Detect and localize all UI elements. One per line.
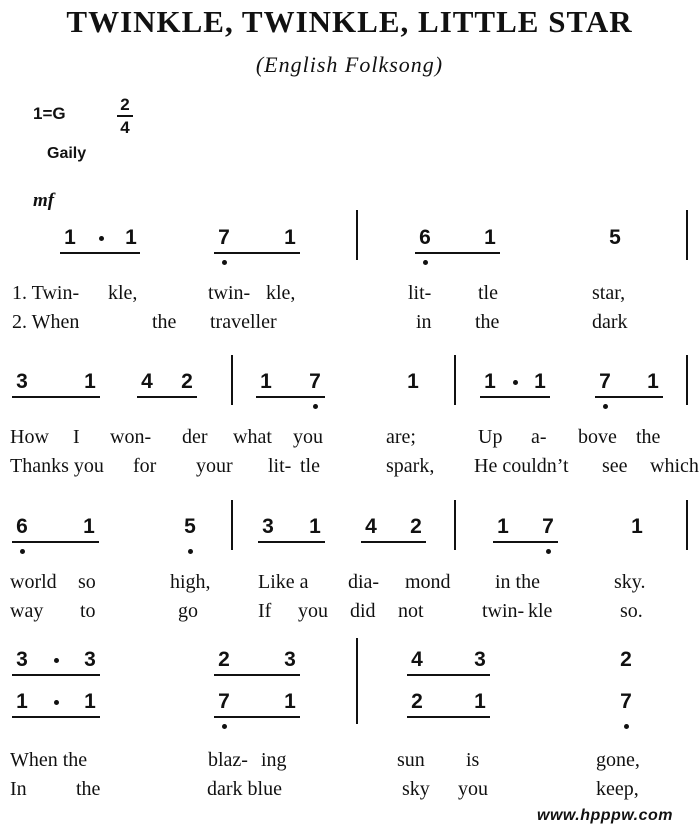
lyric-syllable: did (350, 600, 376, 622)
lyric-syllable: If (258, 600, 272, 622)
lyric-syllable: in the (495, 571, 540, 593)
note: 7 (620, 690, 632, 713)
lyric-syllable: which (650, 455, 699, 477)
lyric-syllable: blaz- (208, 749, 248, 771)
lyric-syllable: in (416, 311, 432, 333)
lyric-syllable: world (10, 571, 57, 593)
lyric-syllable: When the (10, 749, 88, 771)
lyric-syllable: the (152, 311, 177, 333)
lyric-syllable: sky. (614, 571, 646, 593)
lyric-syllable: what (233, 426, 272, 448)
lyric-syllable: dark (592, 311, 628, 333)
note: 1 (631, 515, 643, 538)
lyric-syllable: way (10, 600, 44, 622)
beam-underline (214, 252, 300, 254)
lyric-syllable: I (73, 426, 80, 448)
note: 2 (218, 648, 230, 671)
augmentation-dot (54, 658, 59, 663)
lyric-syllable: for (133, 455, 157, 477)
lyric-syllable: kle, (108, 282, 138, 304)
note: 7 (218, 226, 230, 249)
octave-down-dot (603, 404, 608, 409)
note: 1 (260, 370, 272, 393)
barline (454, 500, 456, 550)
lyric-syllable: dark blue (207, 778, 282, 800)
note: 1 (309, 515, 321, 538)
barline (231, 500, 233, 550)
barline (454, 355, 456, 405)
note: 1 (474, 690, 486, 713)
beam-underline (12, 716, 100, 718)
note: 7 (309, 370, 321, 393)
note: 1 (84, 690, 96, 713)
note: 6 (16, 515, 28, 538)
octave-down-dot (313, 404, 318, 409)
beam-underline (480, 396, 550, 398)
lyric-syllable: Like a (258, 571, 309, 593)
lyric-syllable: so. (620, 600, 643, 622)
note: 2 (411, 690, 423, 713)
note: 7 (542, 515, 554, 538)
lyric-syllable: the (636, 426, 661, 448)
beam-underline (256, 396, 325, 398)
lyric-syllable: is (466, 749, 480, 771)
note: 7 (218, 690, 230, 713)
lyric-syllable: traveller (210, 311, 277, 333)
barline (686, 500, 688, 550)
note: 1 (64, 226, 76, 249)
lyric-syllable: see (602, 455, 628, 477)
lyric-syllable: bove (578, 426, 617, 448)
note: 5 (184, 515, 196, 538)
lyric-syllable: der (182, 426, 208, 448)
lyric-syllable: tle (478, 282, 498, 304)
beam-underline (214, 674, 300, 676)
lyric-syllable: kle, (266, 282, 296, 304)
lyric-syllable: high, (170, 571, 211, 593)
lyric-syllable: In (10, 778, 27, 800)
time-signature (116, 94, 134, 138)
lyric-syllable: ing (261, 749, 287, 771)
beam-underline (407, 674, 490, 676)
beam-underline (214, 716, 300, 718)
lyric-syllable: go (178, 600, 198, 622)
note: 1 (497, 515, 509, 538)
octave-down-dot (423, 260, 428, 265)
time-signature-bottom: 4 (120, 118, 130, 137)
beam-underline (60, 252, 140, 254)
note: 3 (84, 648, 96, 671)
barline (231, 355, 233, 405)
lyric-syllable: mond (405, 571, 451, 593)
octave-down-dot (222, 260, 227, 265)
beam-underline (361, 541, 426, 543)
watermark: www.hpppw.com (537, 807, 673, 824)
note: 1 (534, 370, 546, 393)
augmentation-dot (54, 700, 59, 705)
lyric-syllable: won- (110, 426, 152, 448)
beam-underline (493, 541, 558, 543)
lyric-syllable: twin- (208, 282, 251, 304)
lyric-syllable: a- (531, 426, 547, 448)
note: 4 (411, 648, 423, 671)
barline (686, 355, 688, 405)
augmentation-dot (513, 380, 518, 385)
note: 3 (262, 515, 274, 538)
lyric-syllable: you (458, 778, 488, 800)
lyric-syllable: to (80, 600, 96, 622)
lyric-syllable: so (78, 571, 96, 593)
lyric-syllable: Thanks you (10, 455, 104, 477)
note: 1 (125, 226, 137, 249)
note: 4 (141, 370, 153, 393)
note: 2 (410, 515, 422, 538)
beam-underline (595, 396, 663, 398)
beam-underline (407, 716, 490, 718)
barline (356, 638, 358, 724)
beam-underline (12, 674, 100, 676)
lyric-syllable: tle (300, 455, 320, 477)
note: 1 (84, 370, 96, 393)
note: 1 (16, 690, 28, 713)
note: 1 (484, 226, 496, 249)
beam-underline (415, 252, 500, 254)
octave-down-dot (546, 549, 551, 554)
note: 4 (365, 515, 377, 538)
octave-down-dot (188, 549, 193, 554)
lyric-syllable: twin- (482, 600, 525, 622)
note: 6 (419, 226, 431, 249)
lyric-syllable: He couldn’t (474, 455, 569, 477)
lyric-syllable: the (475, 311, 500, 333)
beam-underline (12, 396, 100, 398)
augmentation-dot (99, 236, 104, 241)
lyric-syllable: dia- (348, 571, 380, 593)
time-signature-top: 2 (120, 95, 130, 114)
lyric-syllable: How (10, 426, 49, 448)
note: 1 (484, 370, 496, 393)
song-title: TWINKLE, TWINKLE, LITTLE STAR (66, 4, 633, 39)
lyric-syllable: your (196, 455, 233, 477)
lyric-syllable: sky (402, 778, 430, 800)
beam-underline (12, 541, 99, 543)
lyric-syllable: star, (592, 282, 626, 304)
note: 1 (83, 515, 95, 538)
song-subtitle: (English Folksong) (255, 52, 444, 77)
note: 3 (284, 648, 296, 671)
lyric-syllable: you (298, 600, 328, 622)
lyric-syllable: keep, (596, 778, 639, 800)
dynamic-marking: mf (33, 190, 55, 211)
lyric-syllable: 2. When (12, 311, 80, 333)
lyric-syllable: 1. Twin- (12, 282, 80, 304)
note: 1 (284, 226, 296, 249)
note: 1 (647, 370, 659, 393)
lyric-syllable: not (398, 600, 424, 622)
note: 2 (620, 648, 632, 671)
tempo-marking: Gaily (47, 145, 87, 162)
beam-underline (137, 396, 197, 398)
lyric-syllable: lit- (408, 282, 432, 304)
lyric-syllable: you (293, 426, 323, 448)
note: 2 (181, 370, 193, 393)
note: 5 (609, 226, 621, 249)
beam-underline (258, 541, 325, 543)
lyric-syllable: Up (478, 426, 503, 448)
lyric-syllable: gone, (596, 749, 640, 771)
lyric-syllable: spark, (386, 455, 435, 477)
note: 1 (407, 370, 419, 393)
note: 3 (16, 370, 28, 393)
lyric-syllable: sun (397, 749, 425, 771)
barline (356, 210, 358, 260)
lyric-syllable: kle (528, 600, 553, 622)
lyric-syllable: lit- (268, 455, 292, 477)
time-signature-bar (117, 115, 133, 117)
octave-down-dot (222, 724, 227, 729)
note: 1 (284, 690, 296, 713)
note: 3 (474, 648, 486, 671)
lyric-syllable: are; (386, 426, 416, 448)
note: 7 (599, 370, 611, 393)
note: 3 (16, 648, 28, 671)
key-signature: 1=G (33, 104, 66, 123)
octave-down-dot (20, 549, 25, 554)
lyric-syllable: the (76, 778, 101, 800)
octave-down-dot (624, 724, 629, 729)
barline (686, 210, 688, 260)
